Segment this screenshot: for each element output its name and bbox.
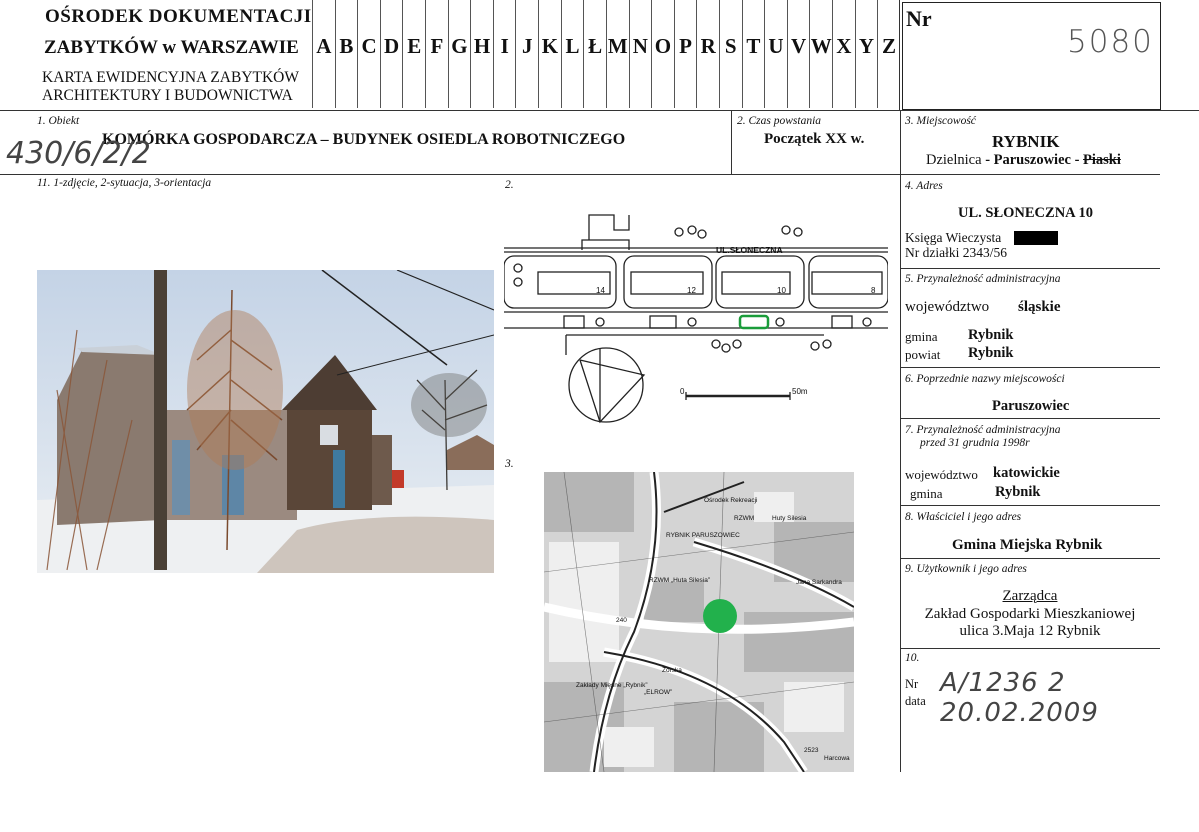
category-letter: R bbox=[696, 0, 719, 108]
map-label: Jana Sarkandra bbox=[796, 579, 842, 586]
field-11-sub3-label: 3. bbox=[505, 458, 514, 470]
institution-name-line1: OŚRODEK DOKUMENTACJI bbox=[45, 6, 312, 27]
divider bbox=[0, 110, 1199, 111]
redacted-block bbox=[1014, 231, 1058, 245]
category-letter: K bbox=[538, 0, 561, 108]
category-letter: X bbox=[832, 0, 855, 108]
plan-number-14: 14 bbox=[596, 286, 605, 295]
category-letter: Z bbox=[877, 0, 900, 108]
plan-scale-label: 50m bbox=[792, 387, 808, 396]
card-type bbox=[42, 69, 299, 105]
previous-name: Paruszowiec bbox=[992, 398, 1070, 414]
divider bbox=[900, 418, 1160, 419]
category-letter: E bbox=[402, 0, 425, 108]
card-type-line2: ARCHITEKTURY I BUDOWNICTWA bbox=[42, 87, 293, 104]
map-label: Zakłady Mięsne „Rybnik” bbox=[576, 682, 648, 689]
district bbox=[926, 152, 1121, 169]
field-10-label: 10. bbox=[905, 652, 920, 664]
field-7-sublabel: przed 31 grudnia 1998r bbox=[920, 437, 1030, 449]
map-label: Harcowa bbox=[824, 755, 850, 762]
category-letter: I bbox=[493, 0, 516, 108]
field-8-label: 8. Właściciel i jego adres bbox=[905, 511, 1022, 523]
user-address: ulica 3.Maja 12 Rybnik bbox=[959, 623, 1101, 639]
category-letter: C bbox=[357, 0, 380, 108]
field-3-label: 3. Miejscowość bbox=[905, 115, 976, 127]
map-label: RYBNIK PARUSZOWIEC bbox=[666, 532, 740, 539]
divider bbox=[899, 0, 900, 110]
field-11-label: 11. 1-zdjęcie, 2-sytuacja, 3-orientacja bbox=[37, 177, 212, 189]
county-value: Rybnik bbox=[968, 345, 1014, 361]
field-7-label: 7. Przynależność administracyjna bbox=[905, 424, 1061, 436]
field-6-label: 6. Poprzednie nazwy miejscowości bbox=[905, 373, 1065, 385]
field-9-label: 9. Użytkownik i jego adres bbox=[905, 563, 1027, 575]
owner: Gmina Miejska Rybnik bbox=[952, 537, 1103, 553]
category-letter: A bbox=[312, 0, 335, 108]
field-2-label: 2. Czas powstania bbox=[737, 115, 822, 127]
record-date-label: data bbox=[905, 694, 926, 708]
field-11-sub2-label: 2. bbox=[505, 179, 514, 191]
divider bbox=[0, 174, 1160, 175]
user-role: Zarządca bbox=[1002, 588, 1058, 604]
category-letter: N bbox=[629, 0, 652, 108]
map-label: RZWM „Huta Silesia” bbox=[649, 577, 711, 584]
category-letter: Y bbox=[855, 0, 878, 108]
divider bbox=[900, 505, 1160, 506]
map-label: „ELROW” bbox=[644, 689, 673, 696]
divider bbox=[900, 268, 1160, 269]
old-province-value: katowickie bbox=[993, 465, 1060, 481]
plan-scale-zero: 0 bbox=[680, 387, 685, 396]
highlighted-building bbox=[740, 316, 768, 328]
plot-number: Nr działki 2343/56 bbox=[905, 245, 1007, 260]
locality: RYBNIK bbox=[992, 132, 1060, 151]
old-province-label: województwo bbox=[905, 467, 978, 482]
district-struck-value: Piaski bbox=[1083, 152, 1121, 168]
map-label: RZWM bbox=[734, 515, 755, 522]
category-letter: M bbox=[606, 0, 629, 108]
construction-period: Początek XX w. bbox=[764, 131, 865, 147]
nr-value-handwritten: 5080 bbox=[1067, 24, 1154, 60]
map-label: 2523 bbox=[804, 747, 819, 754]
category-letter: W bbox=[809, 0, 832, 108]
category-letter: O bbox=[651, 0, 674, 108]
district-value: - Paruszowiec - bbox=[985, 152, 1080, 168]
record-nr-label: Nr bbox=[905, 677, 919, 691]
commune-value: Rybnik bbox=[968, 327, 1014, 343]
category-letter: G bbox=[448, 0, 471, 108]
object-name: KOMÓRKA GOSPODARCZA – BUDYNEK OSIEDLA ROBOTNICZEGO bbox=[102, 131, 626, 148]
category-letter: J bbox=[515, 0, 538, 108]
map-label: Żorska bbox=[662, 667, 682, 674]
divider bbox=[900, 367, 1160, 368]
category-letter: V bbox=[787, 0, 810, 108]
plan-number-8: 8 bbox=[871, 286, 876, 295]
old-commune-label: gmina bbox=[910, 486, 943, 501]
map-label: Ośrodek Rekreacji bbox=[704, 497, 758, 504]
institution-name-line2: ZABYTKÓW w WARSZAWIE bbox=[44, 37, 299, 58]
divider bbox=[731, 110, 732, 174]
old-commune-value: Rybnik bbox=[995, 484, 1041, 500]
plan-number-12: 12 bbox=[687, 286, 696, 295]
address: UL. SŁONECZNA 10 bbox=[958, 205, 1093, 221]
province-value: śląskie bbox=[1018, 299, 1061, 315]
category-letter: P bbox=[674, 0, 697, 108]
district-label: Dzielnica bbox=[926, 152, 982, 168]
card-type-line1: KARTA EWIDENCYJNA ZABYTKÓW bbox=[42, 69, 299, 86]
category-letter: S bbox=[719, 0, 742, 108]
field-4-label: 4. Adres bbox=[905, 180, 943, 192]
category-letter: U bbox=[764, 0, 787, 108]
map-label: 240 bbox=[616, 617, 627, 624]
category-letter: L bbox=[561, 0, 584, 108]
category-letter: T bbox=[742, 0, 765, 108]
category-letter: F bbox=[425, 0, 448, 108]
land-register-label: Księga Wieczysta bbox=[905, 230, 1002, 245]
category-letter: Ł bbox=[583, 0, 606, 108]
record-handwritten: A/1236 2 20.02.2009 bbox=[940, 668, 1099, 728]
commune-label: gmina bbox=[905, 329, 938, 344]
category-letter: D bbox=[380, 0, 403, 108]
location-marker bbox=[703, 599, 737, 633]
plan-number-10: 10 bbox=[777, 286, 786, 295]
field-5-label: 5. Przynależność administracyjna bbox=[905, 273, 1061, 285]
divider bbox=[900, 558, 1160, 559]
county-label: powiat bbox=[905, 347, 941, 362]
plan-street-label: UL.SŁONECZNA bbox=[716, 245, 783, 255]
site-plan bbox=[504, 210, 888, 425]
divider bbox=[900, 110, 901, 772]
category-letter: H bbox=[470, 0, 493, 108]
building-photo bbox=[37, 270, 494, 573]
nr-label: Nr bbox=[906, 6, 932, 31]
field-1-label: 1. Obiekt bbox=[37, 115, 80, 127]
user-name: Zakład Gospodarki Mieszkaniowej bbox=[924, 606, 1136, 622]
orientation-map bbox=[544, 472, 854, 772]
map-label: Huty Silesia bbox=[772, 515, 807, 522]
category-letters bbox=[312, 0, 900, 108]
divider bbox=[900, 648, 1160, 649]
object-handwritten-number: 430/6/2/2 bbox=[6, 136, 151, 171]
category-letter: B bbox=[335, 0, 358, 108]
province-label: województwo bbox=[905, 299, 990, 315]
